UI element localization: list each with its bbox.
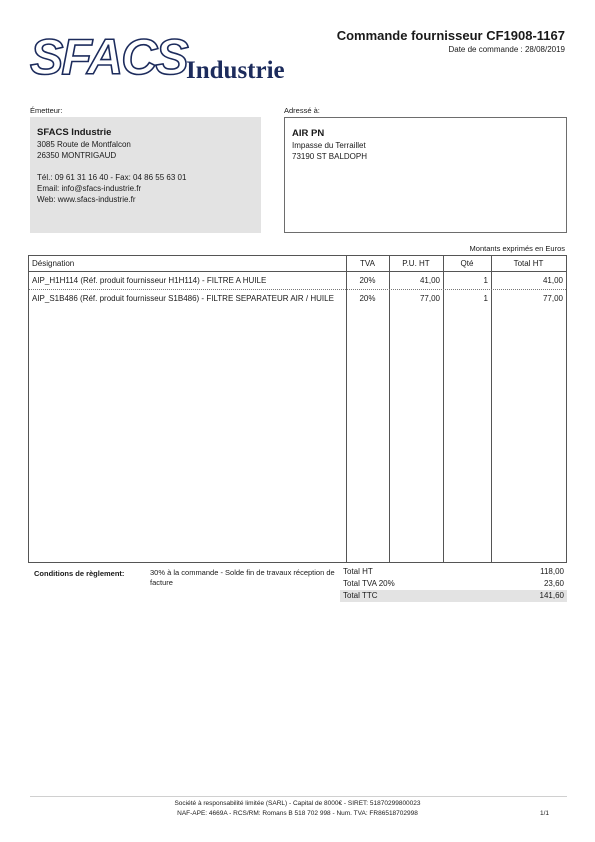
company-logo-subtitle: Industrie <box>186 57 285 84</box>
row1-quantity: 1 <box>483 276 488 285</box>
recipient-name: AIR PN <box>292 128 325 139</box>
row1-tva: 20% <box>359 276 376 285</box>
sender-web: Web: www.sfacs-industrie.fr <box>37 195 136 204</box>
row2-total: 77,00 <box>542 294 563 303</box>
payment-conditions-label: Conditions de règlement: <box>34 569 125 578</box>
total-ht-label: Total HT <box>343 567 373 576</box>
row2-designation: AIP_S1B486 (Réf. produit fournisseur S1B486) - FILTRE SEPARATEUR AIR / HUILE <box>32 294 334 303</box>
header-tva: TVA <box>360 259 375 268</box>
header-total: Total HT <box>513 259 544 268</box>
company-logo: SFACS <box>30 29 187 85</box>
row2-unit-price: 77,00 <box>419 294 440 303</box>
items-table <box>28 255 567 563</box>
document-title: Commande fournisseur CF1908-1167 <box>336 28 565 43</box>
total-ht-value: 118,00 <box>540 567 564 576</box>
header-unit-price: P.U. HT <box>402 259 430 268</box>
row1-total: 41,00 <box>542 276 563 285</box>
sender-name: SFACS Industrie <box>37 127 112 138</box>
recipient-block <box>284 117 567 233</box>
recipient-street: Impasse du Terraillet <box>292 141 366 150</box>
sender-city: 26350 MONTRIGAUD <box>37 151 117 160</box>
header-quantity: Qté <box>460 259 474 268</box>
total-ttc-value: 141,60 <box>539 591 564 600</box>
total-tva-value: 23,60 <box>543 579 564 588</box>
total-tva-row <box>340 578 567 590</box>
sender-street: 3085 Route de Montfalcon <box>37 140 131 149</box>
footer-divider <box>30 796 567 797</box>
sender-block <box>30 117 261 233</box>
header-designation: Désignation <box>32 259 75 268</box>
sender-phone: Tél.: 09 61 31 16 40 - Fax: 04 86 55 63 01 <box>37 173 187 182</box>
payment-conditions-text: 30% à la commande - Solde fin de travaux réception de facture <box>150 568 335 587</box>
row2-tva: 20% <box>359 294 376 303</box>
total-tva-label: Total TVA 20% <box>343 579 395 588</box>
total-ttc-label: Total TTC <box>343 591 378 600</box>
total-ttc-row <box>340 590 567 602</box>
sender-label: Émetteur: <box>30 106 63 115</box>
footer-legal-line1: Société à responsabilité limitée (SARL) - Capital de 8000€ - SIRET: 51870299800023 <box>174 800 421 807</box>
recipient-city: 73190 ST BALDOPH <box>292 152 368 161</box>
row2-quantity: 1 <box>483 294 488 303</box>
recipient-label: Adressé à: <box>284 106 320 115</box>
order-date: Date de commande : 28/08/2019 <box>448 45 565 54</box>
row1-unit-price: 41,00 <box>419 276 440 285</box>
currency-note: Montants exprimés en Euros <box>469 244 565 253</box>
row1-designation: AIP_H1H114 (Réf. produit fournisseur H1H114) - FILTRE A HUILE <box>32 276 267 285</box>
total-ht-row <box>340 566 567 578</box>
sender-email: Email: info@sfacs-industrie.fr <box>37 184 142 193</box>
footer-legal-line2: NAF-APE: 4669A - RCS/RM: Romans B 518 702 998 - Num. TVA: FR86518702998 <box>177 810 418 817</box>
page-number: 1/1 <box>539 810 549 817</box>
